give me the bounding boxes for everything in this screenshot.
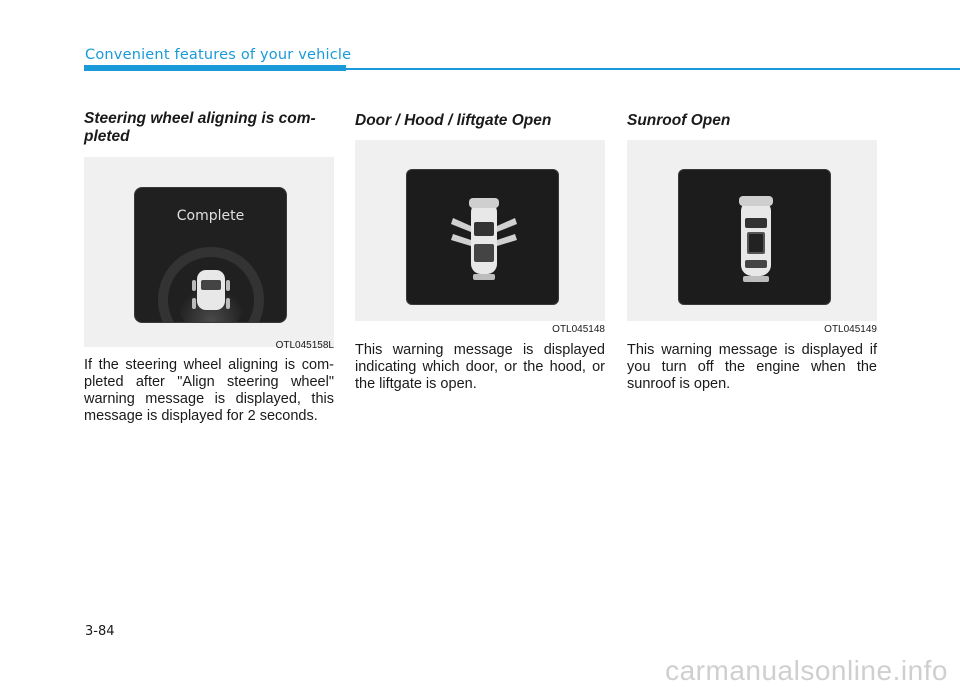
- figure-code: OTL045158L: [275, 340, 334, 351]
- header-rule-accent: [84, 65, 346, 71]
- cluster-display: [678, 169, 831, 305]
- car-doors-open-icon: [407, 170, 559, 305]
- car-sunroof-icon: [679, 170, 831, 305]
- figure-code: OTL045148: [552, 324, 605, 335]
- steering-wheel-car-icon: [135, 188, 287, 323]
- chapter-title: Convenient features of your vehicle: [85, 47, 352, 63]
- header-rule: [346, 68, 960, 70]
- section-body: This warning message is displayed if you turn off the engine when the sunroof is open.: [627, 342, 877, 392]
- page-number: 3-84: [85, 624, 115, 639]
- watermark: carmanualsonline.info: [665, 655, 948, 686]
- section-body: If the steering wheel aligning is com-pleted after "Align steering wheel" warning message is displayed, this message is displayed for 2 seconds.: [84, 357, 334, 424]
- cluster-display: [406, 169, 559, 305]
- section-body: This warning message is displayed indicating which door, or the hood, or the liftgate is open.: [355, 342, 605, 392]
- section-heading: Steering wheel aligning is com- pleted: [84, 110, 316, 145]
- figure-door-open: [355, 140, 605, 321]
- figure-sunroof-open: [627, 140, 877, 321]
- section-heading: Sunroof Open: [627, 112, 731, 129]
- figure-steering-complete: [84, 157, 334, 347]
- cluster-display: [134, 187, 287, 323]
- section-heading: Door / Hood / liftgate Open: [355, 112, 552, 129]
- figure-code: OTL045149: [824, 324, 877, 335]
- complete-message: Complete: [176, 208, 245, 224]
